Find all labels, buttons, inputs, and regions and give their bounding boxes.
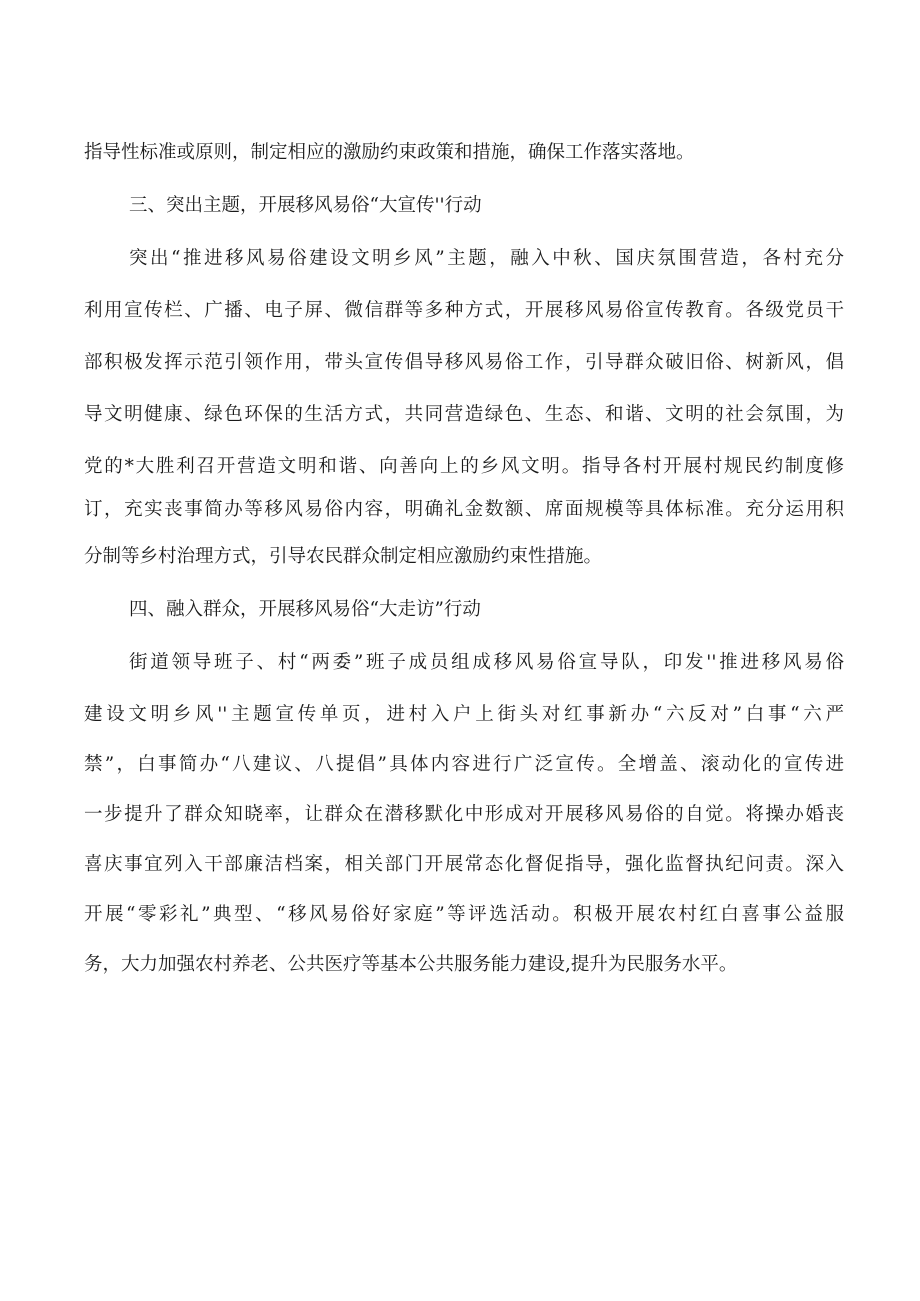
section-3-line-4: 导文明健康、绿色环保的生活方式，共同营造绿色、生态、和谐、文明的社会氛围，为 bbox=[84, 404, 844, 425]
section-4-line-1: 街道领导班子、村“两委”班子成员组成移风易俗宣导队，印发''推进移风易俗 bbox=[129, 652, 844, 673]
section-4-heading: 四、融入群众，开展移风易俗“大走访”行动 bbox=[129, 599, 481, 620]
section-3-heading: 三、突出主题，开展移风易俗“大宣传''行动 bbox=[129, 195, 482, 216]
section-4-line-5: 喜庆事宜列入干部廉洁档案，相关部门开展常态化督促指导，强化监督执纪问责。深入 bbox=[84, 854, 844, 875]
section-3-line-2: 利用宣传栏、广播、电子屏、微信群等多种方式，开展移风易俗宣传教育。各级党员干 bbox=[84, 300, 844, 321]
section-4-line-2: 建设文明乡风''主题宣传单页，进村入户上街头对红事新办“六反对”白事“六严 bbox=[84, 704, 844, 725]
section-4-line-3: 禁”，白事简办“八建议、八提倡”具体内容进行广泛宣传。全增盖、滚动化的宣传进 bbox=[84, 754, 844, 775]
section-3-line-7: 分制等乡村治理方式，引导农民群众制定相应激励约束性措施。 bbox=[84, 546, 603, 567]
section-4-line-7: 务，大力加强农村养老、公共医疗等基本公共服务能力建设,提升为民服务水平。 bbox=[84, 954, 738, 975]
section-4-line-6: 开展“零彩礼”典型、“移风易俗好家庭”等评选活动。积极开展农村红白喜事公益服 bbox=[84, 904, 844, 925]
section-4-line-4: 一步提升了群众知晓率，让群众在潜移默化中形成对开展移风易俗的自觉。将操办婚丧 bbox=[84, 804, 844, 825]
section-3-line-3: 部积极发挥示范引领作用，带头宣传倡导移风易俗工作，引导群众破旧俗、树新风，倡 bbox=[84, 352, 844, 373]
intro-paragraph-line: 指导性标准或原则，制定相应的激励约束政策和措施，确保工作落实落地。 bbox=[84, 142, 695, 163]
section-3-line-1: 突出“推进移风易俗建设文明乡风”主题，融入中秋、国庆氛围营造，各村充分 bbox=[129, 248, 844, 269]
section-3-line-6: 订，充实丧事简办等移风易俗内容，明确礼金数额、席面规模等具体标准。充分运用积 bbox=[84, 499, 844, 520]
section-3-line-5: 党的*大胜利召开营造文明和谐、向善向上的乡风文明。指导各村开展村规民约制度修 bbox=[84, 456, 844, 477]
